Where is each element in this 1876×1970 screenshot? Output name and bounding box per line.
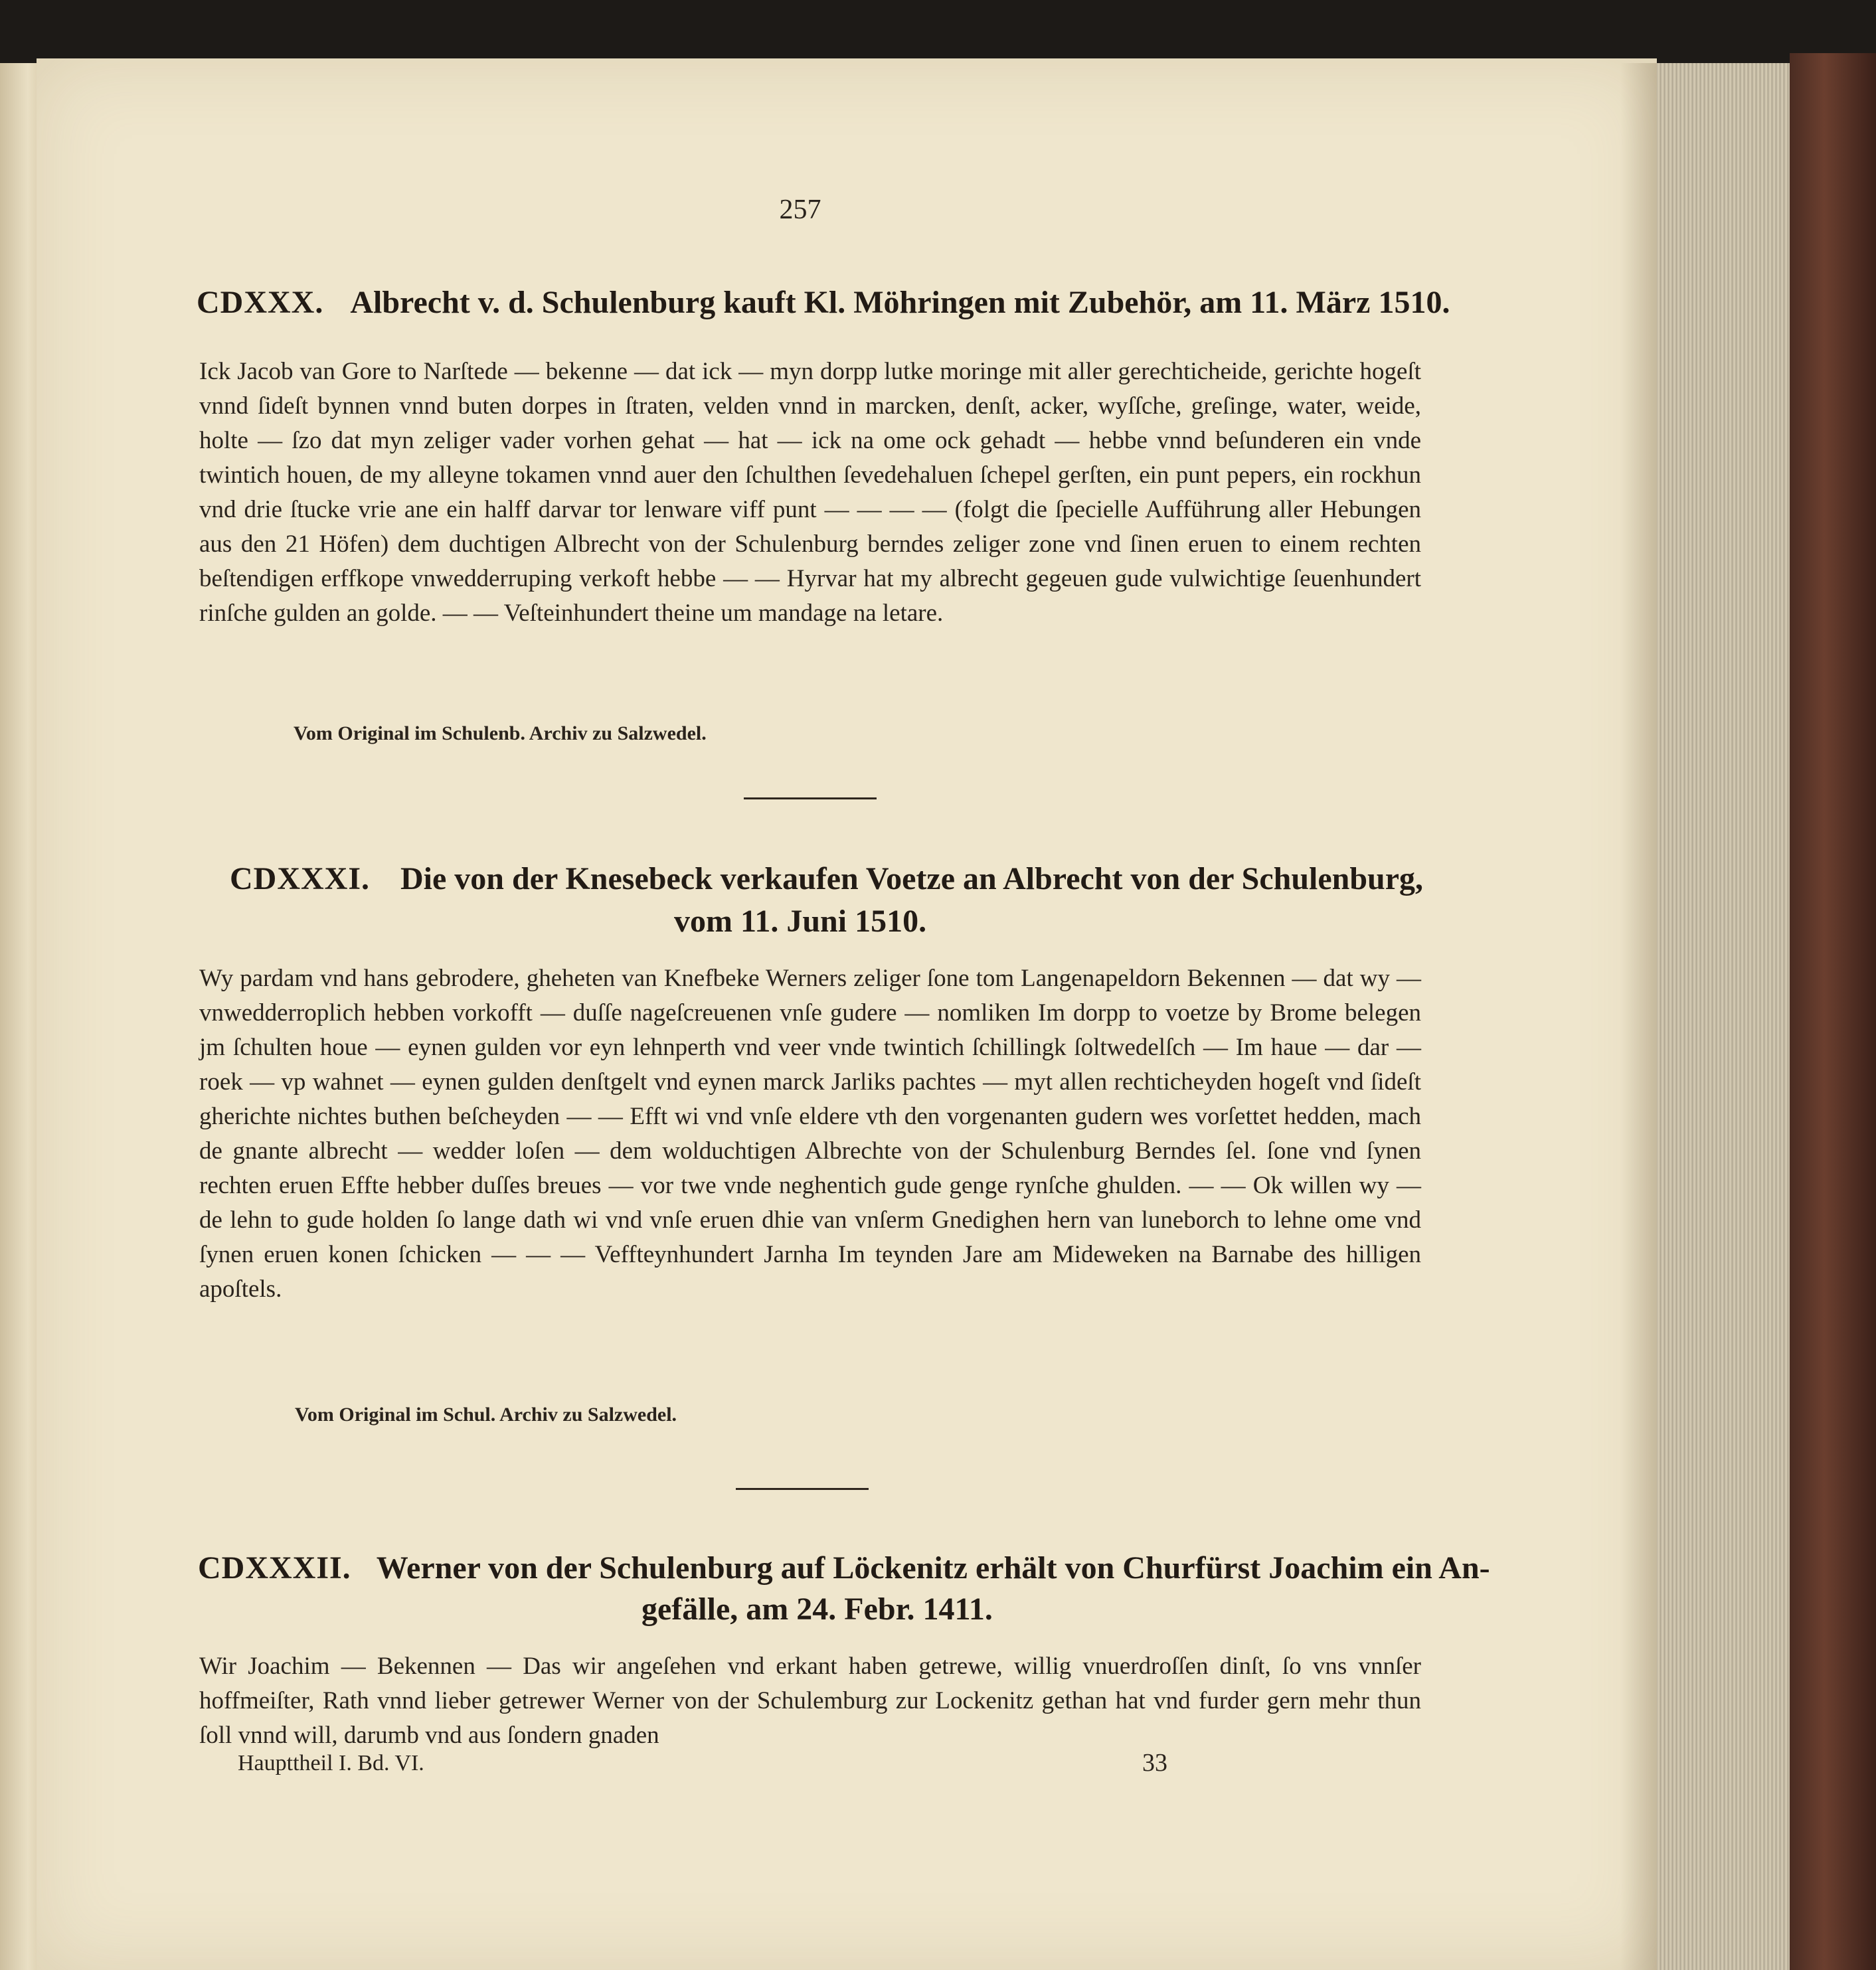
document-number: CDXXX. xyxy=(197,285,324,320)
document-body: Wir Joachim — Bekennen — Das wir angeſehen vnd erkant haben getrewe, willig vnuerdroſſen dinſt, ſo vns vnnſer hoffmeiſter, Rath vnnd lieber getrewer Werner von der Schulemburg zur Lockenitz gethan hat vnd furder gern mehr thun ſoll vnnd will, darumb vnd aus ſondern gnaden xyxy=(199,1653,1421,1749)
document-heading xyxy=(197,284,1450,321)
document-title-continuation: vom 11. Juni 1510. xyxy=(674,904,927,939)
stacked-page-edges xyxy=(1657,63,1790,1970)
footer-signature-number: 33 xyxy=(1142,1749,1167,1777)
section-divider xyxy=(736,1488,869,1490)
document-number: CDXXXII. xyxy=(198,1550,351,1586)
book-cover xyxy=(1790,53,1876,1970)
page-number: 257 xyxy=(779,195,821,225)
document-title: Die von der Knesebeck verkaufen Voetze an Albrecht von der Schulenburg, xyxy=(400,861,1424,896)
document-heading xyxy=(230,861,1423,897)
source-note: Vom Original im Schul. Archiv zu Salzwedel. xyxy=(295,1404,677,1426)
footer-volume-note: Haupttheil I. Bd. VI. xyxy=(238,1751,424,1775)
document-title: Werner von der Schulenburg auf Löckenitz erhält von Churfürst Joachim ein An- xyxy=(376,1550,1490,1586)
document-number: CDXXXI. xyxy=(230,861,370,896)
section-divider xyxy=(744,797,877,799)
document-title-continuation: gefälle, am 24. Febr. 1411. xyxy=(641,1592,993,1627)
document-heading xyxy=(198,1550,1490,1586)
source-note: Vom Original im Schulenb. Archiv zu Salzwedel. xyxy=(294,722,707,744)
document-title: Albrecht v. d. Schulenburg kauft Kl. Möhringen mit Zubehör, am 11. März 1510. xyxy=(350,285,1450,320)
document-body: Ick Jacob van Gore to Narſtede — bekenne — dat ick — myn dorpp lutke moringe mit aller gerechticheide, gerichte hogeſt vnnd ſideſt bynnen vnnd buten dorpes in ſtraten, velden vnnd in marcken, denſt, acker, wyſſche, greſinge, water, weide, holte — ſzo dat myn zeliger vader vorhen gehat — hat — ick na ome ock gehadt — hebbe vnnd beſunderen ein vnde twintich houen, de my alleyne tokamen vnnd auer den ſchulthen ſevedehaluen ſchepel gerſten, ein punt pepers, ein rockhun vnd drie ſtucke vrie ane ein halff darvar tor lenware viff punt — — — — (folgt die ſpecielle Aufführung aller Hebungen aus den 21 Höfen) dem duchtigen Albrecht von der Schulenburg berndes zeliger zone vnd ſinen eruen to einem rechten beſtendigen erffkope vnwedderruping verkoft hebbe — — Hyrvar hat my albrecht gegeuen gude vulwichtige ſeuenhundert rinſche gulden an golde. — — Veſteinhundert theine um mandage na letare. xyxy=(199,358,1421,627)
page-gutter-shadow xyxy=(1620,63,1660,1970)
left-page-edge xyxy=(0,63,40,1970)
document-body: Wy pardam vnd hans gebrodere, gheheten van Knefbeke Werners zeliger ſone tom Langenapeldorn Bekennen — dat wy — vnwedderroplich hebben vorkofft — duſſe nageſcreuenen vnſe gudere — nomliken Im dorpp to voetze by Brome belegen jm ſchulten houe — eynen gulden vor eyn lehnperth vnd veer vnde twintich ſchillingk ſoltwedelſch — Im haue — dar — roek — vp wahnet — eynen gulden denſtgelt vnd eynen marck Jarliks pachtes — myt allen rechticheyden hogeſt vnd ſideſt gherichte nichtes buthen beſcheyden — — Efft wi vnd vnſe eldere vth den vorgenanten gudern wes vorſettet hedden, mach de gnante albrecht — wedder loſen — dem wolduchtigen Albrechte von der Schulenburg Berndes ſel. ſone vnd ſynen rechten eruen Effte hebber duſſes breues — vor twe vnde neghentich gude genge rynſche ghulden. — — Ok willen wy — de lehn to gude holden ſo lange dath wi vnd vnſe eruen dhie van vnſerm Gnedighen hern van luneborch to lehne ome vnd ſynen eruen konen ſchicken — — — Veffteynhundert Jarnha Im teynden Jare am Mideweken na Barnabe des hilligen apoſtels. xyxy=(199,965,1421,1303)
